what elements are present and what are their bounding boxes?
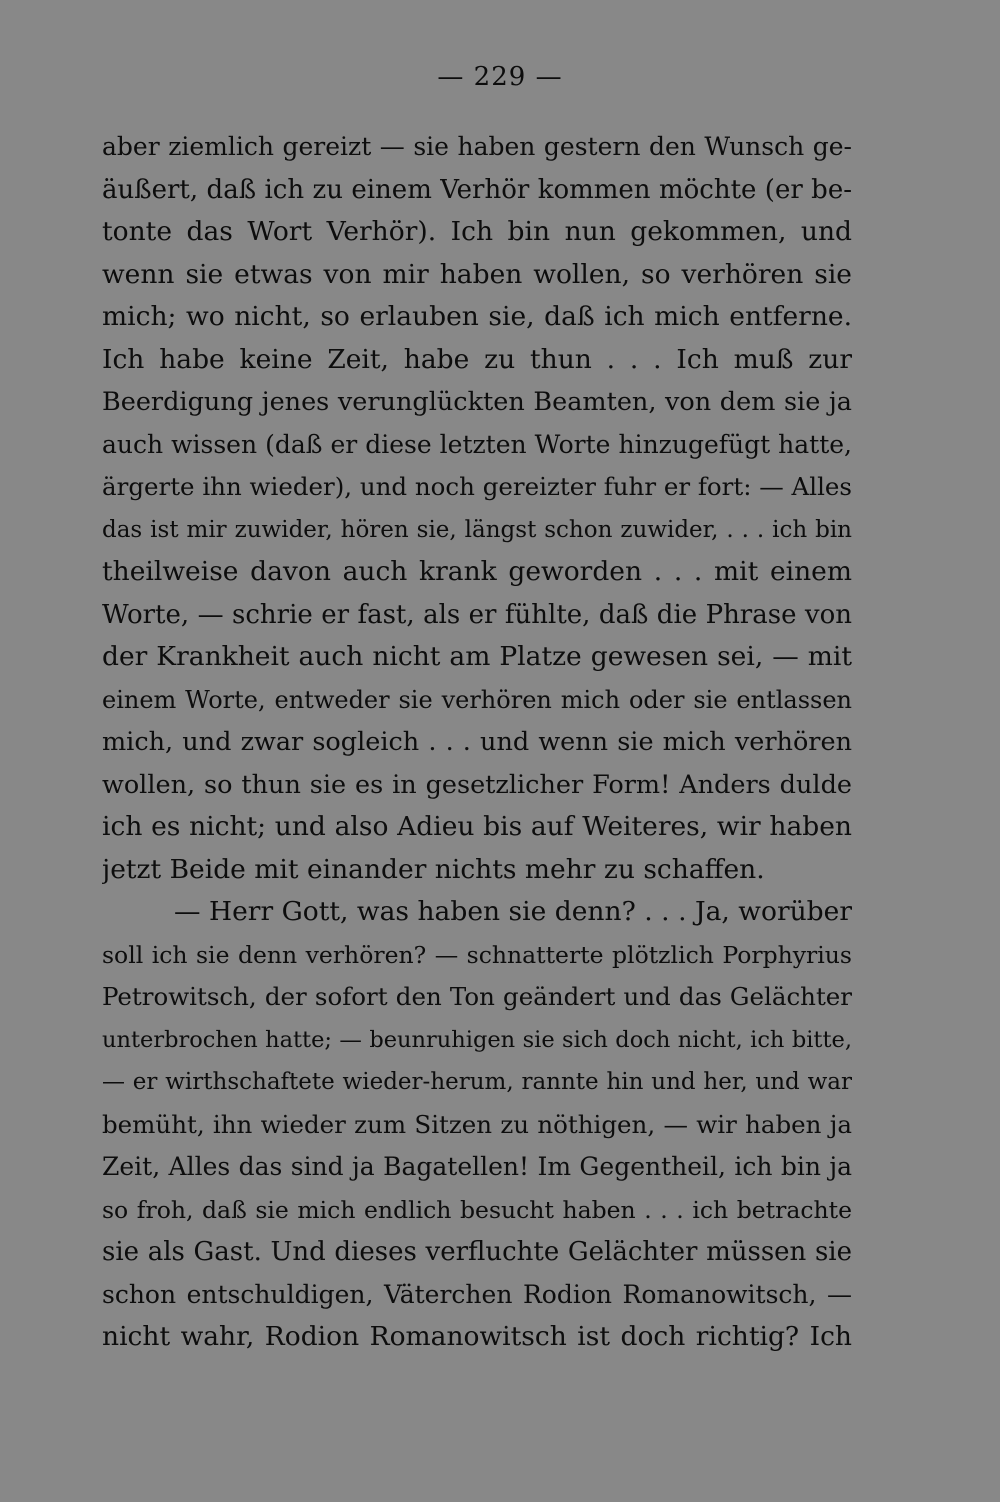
- page-number: — 229 —: [437, 62, 563, 92]
- text-line: Beerdigung jenes verunglückten Beamten, von dem sie ja: [102, 387, 852, 417]
- text-line: unterbrochen hatte; — beunruhigen sie sich doch nicht, ich bitte,: [102, 1026, 852, 1053]
- text-line: einem Worte, entweder sie verhören mich oder sie entlassen: [102, 685, 852, 714]
- text-line: sie als Gast. Und dieses verfluchte Gelächter müssen sie: [102, 1237, 852, 1267]
- text-line: auch wissen (daß er diese letzten Worte hinzugefügt hatte,: [102, 429, 852, 459]
- text-line: wenn sie etwas von mir haben wollen, so verhören sie: [102, 258, 852, 290]
- paragraph-last-line: jetzt Beide mit einander nichts mehr zu schaffen.: [102, 853, 765, 885]
- text-line: Petrowitsch, der sofort den Ton geändert und das Gelächter: [102, 982, 852, 1011]
- text-line: wollen, so thun sie es in gesetzlicher Form! Anders dulde: [102, 769, 852, 800]
- text-line: Worte, — schrie er fast, als er fühlte, daß die Phrase von: [102, 599, 852, 630]
- text-line: der Krankheit auch nicht am Platze gewesen sei, — mit: [102, 641, 852, 672]
- paragraph-first-line: — Herr Gott, was haben sie denn? . . . Ja, worüber: [174, 896, 852, 927]
- text-line: mich, und zwar sogleich . . . und wenn sie mich verhören: [102, 727, 852, 757]
- text-line: Ich habe keine Zeit, habe zu thun . . . Ich muß zur: [102, 343, 852, 375]
- text-line: tonte das Wort Verhör). Ich bin nun gekommen, und: [102, 216, 852, 247]
- text-line: schon entschuldigen, Väterchen Rodion Romanowitsch, —: [102, 1279, 852, 1309]
- text-line: — er wirthschaftete wieder-herum, rannte hin und her, und war: [102, 1069, 852, 1095]
- text-line: theilweise davon auch krank geworden . . . mit einem: [102, 556, 852, 587]
- text-line: das ist mir zuwider, hören sie, längst schon zuwider, . . . ich bin: [102, 516, 852, 543]
- text-line: soll ich sie denn verhören? — schnatterte plötzlich Porphyrius: [102, 940, 852, 969]
- text-line: äußert, daß ich zu einem Verhör kommen möchte (er be-: [102, 174, 852, 205]
- text-line: ärgerte ihn wieder), und noch gereizter fuhr er fort: — Alles: [102, 472, 852, 501]
- text-line: aber ziemlich gereizt — sie haben gestern den Wunsch ge-: [102, 132, 852, 161]
- text-line: Zeit, Alles das sind ja Bagatellen! Im Gegentheil, ich bin ja: [102, 1152, 852, 1181]
- body-text: [102, 126, 852, 1359]
- text-line: nicht wahr, Rodion Romanowitsch ist doch richtig? Ich: [102, 1321, 852, 1352]
- text-line: so froh, daß sie mich endlich besucht haben . . . ich betrachte: [102, 1195, 852, 1224]
- text-line: mich; wo nicht, so erlauben sie, daß ich mich entferne.: [102, 301, 852, 332]
- text-line: bemüht, ihn wieder zum Sitzen zu nöthigen, — wir haben ja: [102, 1109, 852, 1139]
- text-line: ich es nicht; und also Adieu bis auf Weiteres, wir haben: [102, 811, 852, 842]
